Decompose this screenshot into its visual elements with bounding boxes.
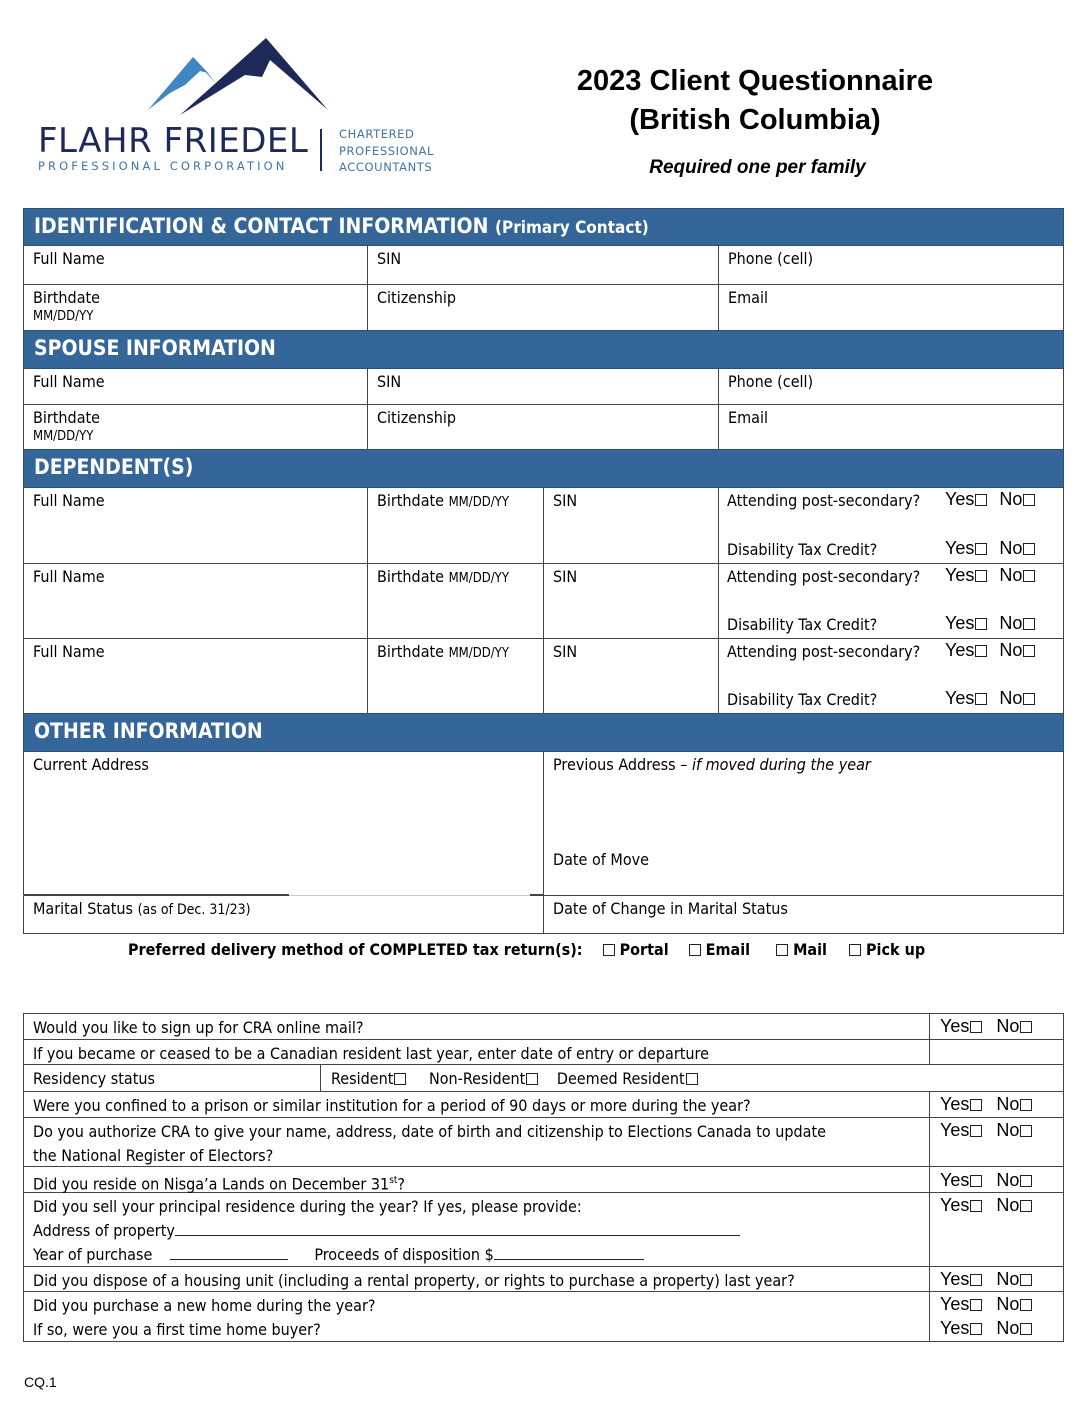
disability-no[interactable]: No [999, 538, 1035, 558]
section-header-identification [23, 208, 1064, 246]
yes-no-answer [929, 1292, 1032, 1341]
field-label: Email [728, 288, 768, 307]
date-format-hint: MM/DD/YY [448, 571, 509, 586]
checkbox-icon[interactable] [975, 543, 987, 555]
field-label: Full Name [33, 567, 105, 586]
previous-address-field[interactable] [544, 752, 1064, 896]
section-title: SPOUSE INFORMATION [34, 336, 276, 360]
checkbox-icon[interactable] [1023, 645, 1035, 657]
title-line-2: (British Columbia) [629, 104, 881, 136]
dependent-questions [719, 488, 1064, 564]
spouse-sin-field[interactable] [368, 369, 719, 405]
residency-options [320, 1065, 698, 1091]
checkbox-icon[interactable] [1023, 494, 1035, 506]
primary-birthdate-field[interactable] [23, 285, 368, 331]
question-row [23, 1013, 1064, 1040]
primary-sin-field[interactable] [368, 246, 719, 285]
disability-yes[interactable]: Yes [945, 688, 987, 708]
field-label: SIN [377, 372, 402, 391]
date-format-hint: MM/DD/YY [33, 309, 94, 324]
checkbox-icon[interactable] [975, 693, 987, 705]
divider [24, 894, 289, 896]
field-label: Date of Change in Marital Status [553, 899, 788, 918]
post-secondary-yes[interactable]: Yes [945, 640, 987, 660]
checkbox-icon[interactable] [970, 1099, 982, 1111]
answer-no[interactable]: No [996, 1170, 1032, 1190]
post-secondary-yes[interactable]: Yes [945, 489, 987, 509]
section-title: OTHER INFORMATION [34, 719, 263, 743]
field-label: Email [728, 408, 768, 427]
checkbox-icon[interactable] [394, 1073, 406, 1085]
section-header-other [23, 713, 1064, 752]
checkbox-icon[interactable] [1020, 1099, 1032, 1111]
question-row [23, 1040, 1064, 1065]
dependent-birthdate-field[interactable] [368, 639, 544, 714]
section-title: IDENTIFICATION & CONTACT INFORMATION [34, 214, 489, 238]
question-row [23, 1193, 1064, 1267]
yes-no-answer [929, 1193, 1032, 1266]
checkbox-icon[interactable] [970, 1323, 982, 1335]
answer-yes[interactable]: Yes [940, 1195, 982, 1215]
delivery-option-portal[interactable]: Portal [602, 940, 669, 959]
checkbox-icon[interactable] [1023, 693, 1035, 705]
field-label: Phone (cell) [728, 372, 814, 391]
field-label: SIN [377, 249, 402, 268]
logo-subtitle: PROFESSIONAL CORPORATION [38, 159, 288, 173]
disability-yes[interactable]: Yes [945, 538, 987, 558]
section-title-note: (Primary Contact) [495, 218, 649, 238]
dependent-full-name-field[interactable] [23, 488, 368, 564]
disability-label: Disability Tax Credit? [727, 540, 878, 559]
spouse-email-field[interactable] [719, 405, 1064, 450]
answer-yes[interactable]: Yes [940, 1318, 982, 1338]
section-title: DEPENDENT(S) [34, 455, 194, 479]
date-format-hint: MM/DD/YY [33, 429, 94, 444]
mountain-icon [30, 35, 450, 115]
residency-deemed-resident[interactable]: Deemed Resident [557, 1069, 698, 1088]
yes-no-answer [929, 1167, 1032, 1192]
page-subtitle: Required one per family [649, 157, 866, 178]
field-label: Previous Address – [553, 755, 692, 774]
question-text: If you became or ceased to be a Canadian resident last year, enter date of entry or departure [33, 1044, 709, 1063]
post-secondary-label: Attending post-secondary? [727, 567, 921, 586]
question-row [23, 1267, 1064, 1292]
logo-cpa-line: CHARTERED [339, 127, 415, 141]
checkbox-icon[interactable] [970, 1175, 982, 1187]
disability-label: Disability Tax Credit? [727, 615, 878, 634]
delivery-label: Preferred delivery method of COMPLETED tax return(s): [128, 940, 583, 959]
post-secondary-yes[interactable]: Yes [945, 565, 987, 585]
answer-yes[interactable]: Yes [940, 1269, 982, 1289]
logo-cpa-line: ACCOUNTANTS [339, 160, 433, 174]
question-row [23, 1167, 1064, 1193]
post-secondary-label: Attending post-secondary? [727, 491, 921, 510]
company-logo [30, 35, 450, 180]
spouse-citizenship-field[interactable] [368, 405, 719, 450]
field-note: (as of Dec. 31/23) [137, 902, 251, 918]
question-row [23, 1292, 1064, 1342]
question-row [23, 1092, 1064, 1118]
delivery-option-mail[interactable]: Mail [775, 940, 827, 959]
answer-yes[interactable]: Yes [940, 1094, 982, 1114]
field-label: Current Address [33, 755, 149, 774]
logo-cpa [339, 126, 434, 176]
checkbox-icon[interactable] [689, 944, 701, 956]
checkbox-icon[interactable] [970, 1274, 982, 1286]
address-of-property-input[interactable] [175, 1221, 740, 1236]
answer-no[interactable]: No [996, 1094, 1032, 1114]
current-address-field[interactable] [23, 752, 544, 896]
delivery-option-email[interactable]: Email [688, 940, 750, 959]
dependent-questions [719, 564, 1064, 639]
yes-no-answer [929, 1092, 1032, 1117]
field-label: Marital Status [33, 899, 138, 918]
checkbox-icon[interactable] [1023, 570, 1035, 582]
checkbox-icon[interactable] [975, 494, 987, 506]
dependent-sin-field[interactable] [544, 639, 719, 714]
checkbox-icon[interactable] [970, 1125, 982, 1137]
logo-divider [320, 129, 322, 171]
answer-no[interactable]: No [996, 1016, 1032, 1036]
yes-no-answer [929, 1118, 1032, 1166]
answer-yes[interactable]: Yes [940, 1294, 982, 1314]
answer-no[interactable]: No [996, 1269, 1032, 1289]
answer-no[interactable]: No [996, 1195, 1032, 1215]
yes-no-answer [929, 1014, 1032, 1039]
disability-label: Disability Tax Credit? [727, 690, 878, 709]
question-text: Did you reside on Nisga’a Lands on December 31st? [33, 1174, 406, 1194]
delivery-option-pickup[interactable]: Pick up [848, 940, 925, 959]
field-note: if moved during the year [691, 755, 871, 774]
post-secondary-no[interactable]: No [999, 565, 1035, 585]
dependent-sin-field[interactable] [544, 564, 719, 639]
field-label: Birthdate [377, 567, 445, 586]
date-format-hint: MM/DD/YY [448, 495, 509, 510]
section-header-spouse [23, 330, 1064, 369]
field-label: Citizenship [377, 288, 456, 307]
question-text: Did you dispose of a housing unit (including a rental property, or rights to purchase a property) last year? [33, 1271, 795, 1290]
post-secondary-no[interactable]: No [999, 640, 1035, 660]
question-text: Were you confined to a prison or similar institution for a period of 90 days or more during the year? [33, 1096, 751, 1115]
answer-no[interactable]: No [996, 1120, 1032, 1140]
primary-email-field[interactable] [719, 285, 1064, 331]
checkbox-icon[interactable] [1023, 618, 1035, 630]
field-label: Full Name [33, 372, 105, 391]
field-label: Phone (cell) [728, 249, 814, 268]
question-row [23, 1118, 1064, 1167]
delivery-method [128, 940, 925, 959]
question-row [23, 1065, 1064, 1092]
disability-no[interactable]: No [999, 613, 1035, 633]
divider [530, 894, 544, 896]
proceeds-input[interactable] [494, 1245, 644, 1260]
question-text: Do you authorize CRA to give your name, address, date of birth and citizenship to Elections Canada to update the National Register of Electors? [33, 1122, 826, 1165]
primary-phone-field[interactable] [719, 246, 1064, 285]
field-label: Birthdate [33, 408, 101, 427]
checkbox-icon[interactable] [1020, 1323, 1032, 1335]
answer-yes[interactable]: Yes [940, 1170, 982, 1190]
primary-full-name-field[interactable] [23, 246, 368, 285]
checkbox-icon[interactable] [1020, 1274, 1032, 1286]
checkbox-icon[interactable] [975, 645, 987, 657]
field-label: Birthdate [33, 288, 101, 307]
field-label: Date of Move [553, 850, 650, 869]
title-line-1: 2023 Client Questionnaire [576, 65, 934, 97]
question-text: Residency status [33, 1069, 155, 1088]
dependent-birthdate-field[interactable] [368, 564, 544, 639]
field-label: Birthdate [377, 642, 445, 661]
post-secondary-label: Attending post-secondary? [727, 642, 921, 661]
answer-yes[interactable]: Yes [940, 1120, 982, 1140]
spouse-phone-field[interactable] [719, 369, 1064, 405]
answer-no[interactable]: No [996, 1294, 1032, 1314]
field-label: SIN [553, 491, 578, 510]
question-text: Did you purchase a new home during the year? If so, were you a first time home buyer? [33, 1296, 376, 1339]
page-code: CQ.1 [24, 1374, 57, 1390]
field-label: SIN [553, 642, 578, 661]
logo-brand: FLAHR FRIEDEL [38, 121, 309, 161]
checkbox-icon[interactable] [1020, 1175, 1032, 1187]
question-text: Did you sell your principal residence during the year? If yes, please provide: Address of property Year of purchase Proceeds of disposition $ [33, 1195, 740, 1267]
date-format-hint: MM/DD/YY [448, 646, 509, 661]
checkbox-icon[interactable] [1020, 1021, 1032, 1033]
checkbox-icon[interactable] [1020, 1299, 1032, 1311]
field-label: SIN [553, 567, 578, 586]
checkbox-icon[interactable] [1020, 1125, 1032, 1137]
checkbox-icon[interactable] [776, 944, 788, 956]
field-label: Citizenship [377, 408, 456, 427]
date-change-marital-field[interactable] [544, 896, 1064, 934]
residency-resident[interactable]: Resident [331, 1069, 406, 1088]
checkbox-icon[interactable] [975, 618, 987, 630]
checkbox-icon[interactable] [686, 1073, 698, 1085]
dependent-full-name-field[interactable] [23, 639, 368, 714]
answer-field[interactable] [929, 1040, 940, 1064]
residency-non-resident[interactable]: Non-Resident [429, 1069, 538, 1088]
checkbox-icon[interactable] [975, 570, 987, 582]
spouse-full-name-field[interactable] [23, 369, 368, 405]
marital-status-field[interactable] [23, 896, 544, 934]
post-secondary-no[interactable]: No [999, 489, 1035, 509]
checkbox-icon[interactable] [970, 1021, 982, 1033]
question-text: Would you like to sign up for CRA online mail? [33, 1018, 364, 1037]
checkbox-icon[interactable] [1020, 1200, 1032, 1212]
field-label: Full Name [33, 642, 105, 661]
yes-no-answer [929, 1267, 1032, 1291]
disability-yes[interactable]: Yes [945, 613, 987, 633]
checkbox-icon[interactable] [603, 944, 615, 956]
checkbox-icon[interactable] [970, 1299, 982, 1311]
dependent-birthdate-field[interactable] [368, 488, 544, 564]
checkbox-icon[interactable] [526, 1073, 538, 1085]
dependent-questions [719, 639, 1064, 714]
answer-yes[interactable]: Yes [940, 1016, 982, 1036]
field-label: Birthdate [377, 491, 445, 510]
dependent-full-name-field[interactable] [23, 564, 368, 639]
disability-no[interactable]: No [999, 688, 1035, 708]
page-title [545, 62, 965, 140]
checkbox-icon[interactable] [970, 1200, 982, 1212]
primary-citizenship-field[interactable] [368, 285, 719, 331]
field-label: Full Name [33, 249, 105, 268]
logo-cpa-line: PROFESSIONAL [339, 143, 434, 158]
spouse-birthdate-field[interactable] [23, 405, 368, 450]
checkbox-icon[interactable] [1023, 543, 1035, 555]
dependent-sin-field[interactable] [544, 488, 719, 564]
section-header-dependents [23, 449, 1064, 488]
field-label: Full Name [33, 491, 105, 510]
year-of-purchase-input[interactable] [170, 1245, 288, 1260]
date-of-move-field[interactable] [553, 850, 649, 869]
checkbox-icon[interactable] [849, 944, 861, 956]
answer-no[interactable]: No [996, 1318, 1032, 1338]
